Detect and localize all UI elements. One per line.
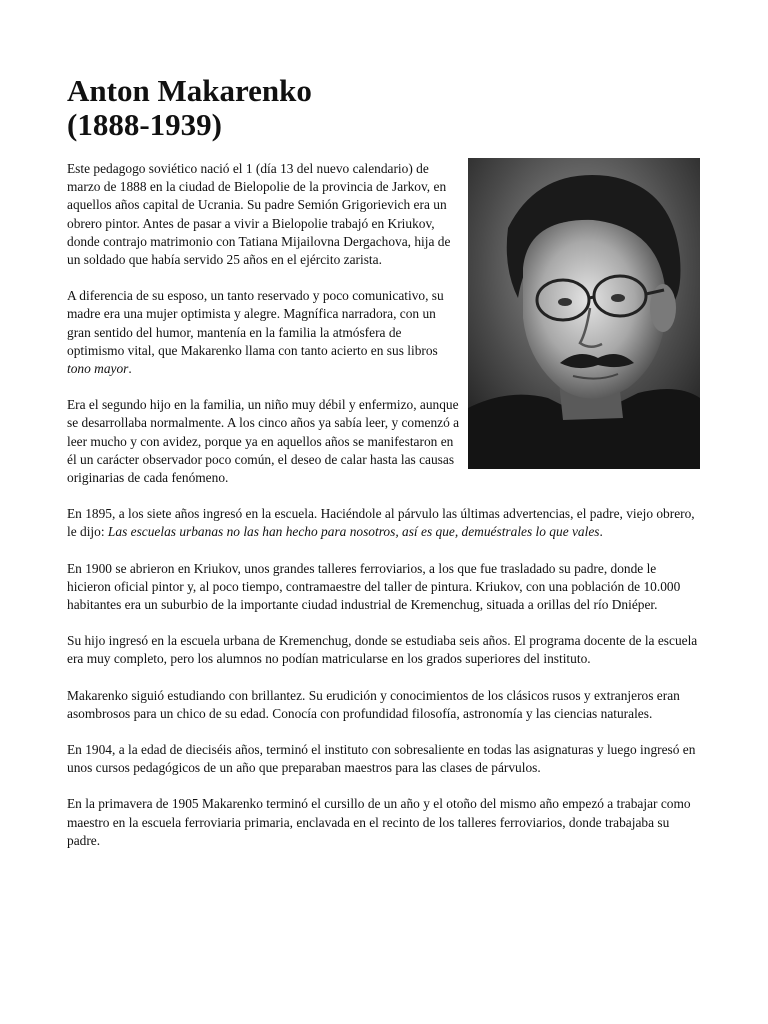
paragraph-8: En 1904, a la edad de dieciséis años, terminó el instituto con sobresaliente en todas las asignaturas y luego ingresó en unos cursos pedagógicos de un año que preparaban maestros para las clases de párvulos. [67, 742, 696, 776]
paragraph-2-end: . [128, 361, 132, 377]
paragraph-7: Makarenko siguió estudiando con brillantez. Su erudición y conocimientos de los clásicos rusos y extranjeros eran asombrosos para un chico de su edad. Conocía con profundidad filosofía, astronomía y las ciencias naturales. [67, 687, 680, 721]
page-title [67, 74, 312, 142]
paragraph-2-italic: tono mayor [67, 361, 129, 377]
paragraph-4 [67, 505, 701, 541]
paragraph-6: Su hijo ingresó en la escuela urbana de Kremenchug, donde se estudiaba seis años. El programa docente de la escuela era muy completo, pero los alumnos no podían matricularse en los grados superiores del instituto. [67, 633, 698, 667]
paragraph-9: En la primavera de 1905 Makarenko terminó el cursillo de un año y el otoño del mismo año empezó a trabajar como maestro en la escuela ferroviaria primaria, enclavada en el recinto de los talleres ferroviarios, donde trabajaba su padre. [67, 796, 691, 848]
title-dates: (1888-1939) [67, 107, 222, 142]
paragraph-1: Este pedagogo soviético nació el 1 (día 13 del nuevo calendario) de marzo de 1888 en la ciudad de Bielopolie de la provincia de Jarkov, en aquellos años capital de Ucrania. Su padre Semión Grigorievich era un obrero pintor. Antes de pasar a vivir a Bielopolie trabajó en Kriukov, donde contrajo matrimonio con Tatiana Mijailovna Dergachova, hija de un soldado que había servido 25 años en el ejército zarista. [67, 161, 451, 268]
paragraph-4-italic: Las escuelas urbanas no las han hecho para nosotros, así es que, demuéstrales lo que vales [107, 524, 600, 540]
paragraph-2-text: A diferencia de su esposo, un tanto reservado y poco comunicativo, su madre era una mujer optimista y alegre. Magnífica narradora, con un gran sentido del humor, mantenía en la familia la atmósfera de optimismo vital, que Makarenko llama con tanto acierto en sus libros [67, 288, 444, 358]
paragraph-4-end: . [599, 524, 603, 540]
paragraph-3: Era el segundo hijo en la familia, un niño muy débil y enfermizo, aunque se desarrollaba normalmente. A los cinco años ya sabía leer, y comenzó a leer mucho y con avidez, porque ya en aquellos años se manifestaron en él un carácter observador poco común, el deseo de calar hasta las causas originarias de cada fenómeno. [67, 397, 460, 486]
article-body [67, 160, 701, 868]
title-name: Anton Makarenko [67, 73, 312, 108]
photo-float-spacer [461, 156, 701, 472]
paragraph-4-text: En 1895, a los siete años ingresó en la escuela. Haciéndole al párvulo las últimas advertencias, el padre, viejo obrero, le dijo: [67, 506, 695, 540]
paragraph-5: En 1900 se abrieron en Kriukov, unos grandes talleres ferroviarios, a los que fue trasladado su padre, donde le hicieron oficial pintor y, al poco tiempo, contramaestre del taller de pintura. Kriukov, con una población de 10.000 habitantes era un suburbio de la importante ciudad industrial de Kremenchug, situada a orillas del río Dniéper. [67, 560, 681, 613]
